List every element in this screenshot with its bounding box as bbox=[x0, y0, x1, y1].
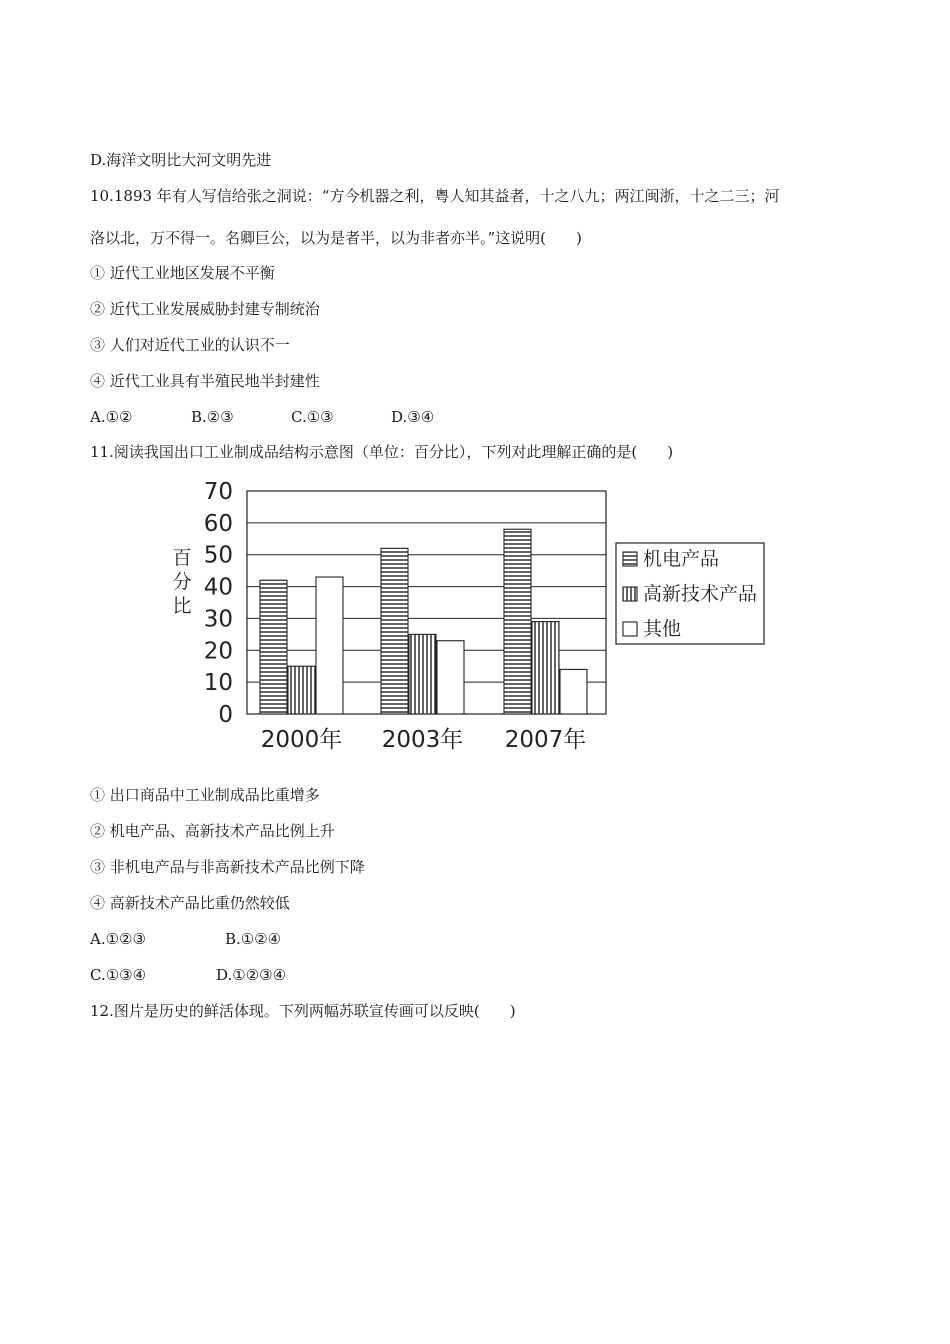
legend-swatch bbox=[623, 552, 637, 566]
x-tick-label: 2000年 bbox=[260, 727, 343, 753]
q11-option-d: D.①②③④ bbox=[216, 966, 287, 984]
q10-statement-1: ① 近代工业地区发展不平衡 bbox=[90, 264, 275, 282]
x-tick-label: 2003年 bbox=[381, 727, 464, 753]
bar-高新技术产品-2003年 bbox=[409, 634, 436, 714]
q10-option-a: A.①② bbox=[90, 408, 133, 426]
bar-机电产品-2007年 bbox=[504, 529, 531, 714]
y-tick-label: 10 bbox=[203, 670, 233, 697]
q11-options-row1 bbox=[90, 929, 281, 949]
q10-options bbox=[90, 407, 434, 427]
q11-statement-1: ① 出口商品中工业制成品比重增多 bbox=[90, 786, 320, 804]
q11-stem: 11.阅读我国出口工业制成品结构示意图（单位：百分比），下列对此理解正确的是( ) bbox=[90, 443, 674, 461]
q11-statement-2: ② 机电产品、高新技术产品比例上升 bbox=[90, 822, 335, 840]
y-tick-label: 50 bbox=[203, 542, 233, 569]
q11-options-row2 bbox=[90, 965, 286, 985]
y-tick-label: 60 bbox=[203, 510, 233, 537]
q12-stem: 12.图片是历史的鲜活体现。下列两幅苏联宣传画可以反映( ) bbox=[90, 1002, 516, 1020]
q11-option-c: C.①③④ bbox=[90, 966, 147, 984]
bar-机电产品-2003年 bbox=[381, 548, 408, 714]
bar-高新技术产品-2000年 bbox=[288, 666, 315, 714]
q11-statement-3: ③ 非机电产品与非高新技术产品比例下降 bbox=[90, 858, 365, 876]
q11-option-b: B.①②④ bbox=[225, 930, 282, 948]
legend-label: 其他 bbox=[643, 618, 682, 640]
legend-swatch bbox=[623, 587, 637, 601]
q10-statement-3: ③ 人们对近代工业的认识不一 bbox=[90, 336, 290, 354]
q10-stem-line1: 10.1893 年有人写信给张之洞说：“方今机器之利，粤人知其益者，十之八九；两江闽浙，十之二三；河 bbox=[90, 187, 780, 205]
bar-其他-2000年 bbox=[316, 577, 343, 714]
q11-option-a: A.①②③ bbox=[90, 930, 146, 948]
q10-statement-2: ② 近代工业发展威胁封建专制统治 bbox=[90, 300, 320, 318]
bar-其他-2007年 bbox=[560, 669, 587, 714]
y-axis-label-char: 分 bbox=[172, 571, 192, 593]
q10-statement-4: ④ 近代工业具有半殖民地半封建性 bbox=[90, 372, 320, 390]
legend-swatch bbox=[623, 622, 637, 636]
q11-statement-4: ④ 高新技术产品比重仍然较低 bbox=[90, 894, 290, 912]
legend-label: 高新技术产品 bbox=[643, 583, 758, 605]
y-tick-label: 30 bbox=[203, 606, 233, 633]
y-tick-label: 40 bbox=[203, 574, 233, 601]
x-tick-label: 2007年 bbox=[504, 727, 587, 753]
q10-option-d: D.③④ bbox=[391, 408, 435, 426]
bar-机电产品-2000年 bbox=[260, 580, 287, 714]
y-axis-label-char: 百 bbox=[172, 547, 192, 569]
bar-其他-2003年 bbox=[437, 641, 464, 714]
q10-option-b: B.②③ bbox=[191, 408, 234, 426]
y-tick-label: 70 bbox=[203, 479, 233, 505]
legend-label: 机电产品 bbox=[643, 548, 720, 570]
y-axis-label-char: 比 bbox=[172, 595, 192, 617]
bar-高新技术产品-2007年 bbox=[532, 622, 559, 714]
q10-option-c: C.①③ bbox=[291, 408, 334, 426]
q10-stem-line2: 洛以北，万不得一。名卿巨公，以为是者半，以为非者亦半。”这说明( ) bbox=[90, 229, 582, 247]
y-tick-label: 20 bbox=[203, 638, 233, 665]
y-tick-label: 0 bbox=[218, 702, 233, 728]
export-structure-chart bbox=[165, 474, 775, 756]
q9-option-d: D.海洋文明比大河文明先进 bbox=[90, 151, 272, 169]
